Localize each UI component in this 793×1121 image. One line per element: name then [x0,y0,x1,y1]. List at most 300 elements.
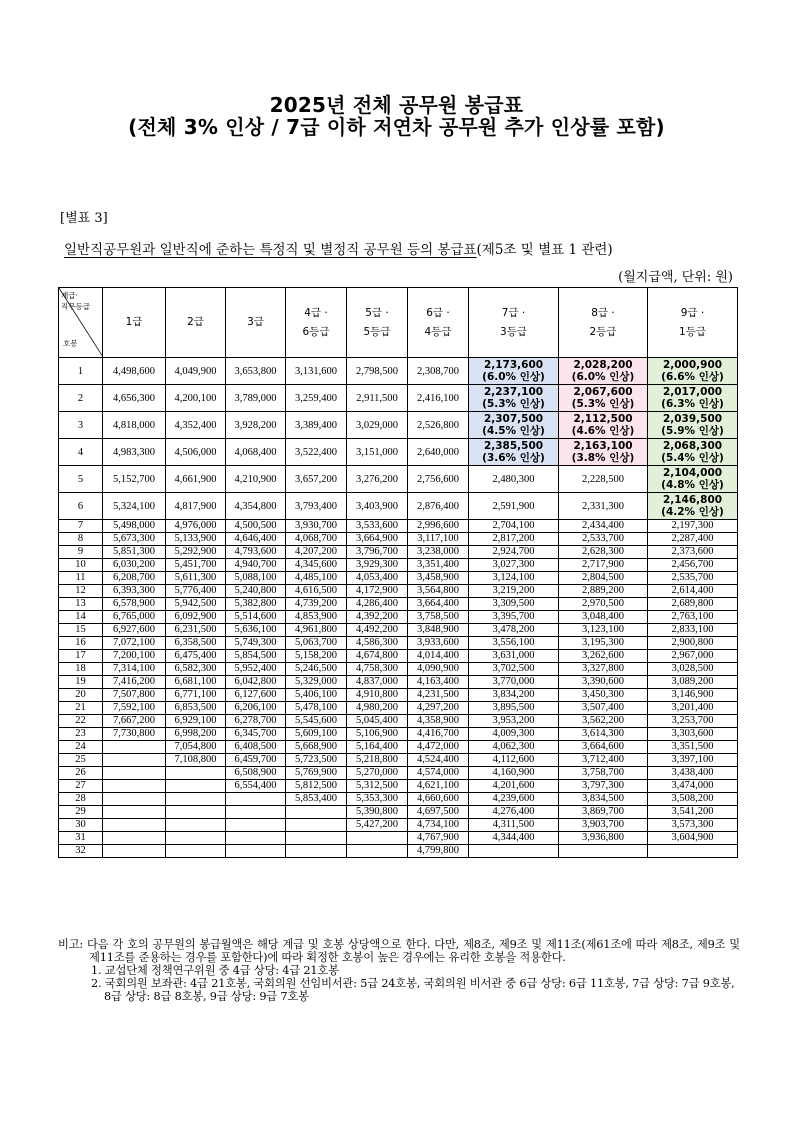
salary-cell: 3,478,200 [469,624,559,637]
salary-cell: 6,765,000 [103,611,166,624]
salary-cell: 5,636,100 [226,624,286,637]
salary-cell: 3,303,600 [648,728,738,741]
salary-cell: 5,853,400 [286,793,347,806]
salary-cell: 3,664,900 [347,533,408,546]
salary-cell: 6,358,500 [166,637,226,650]
salary-cell: 4,354,800 [226,493,286,520]
table-caption [64,238,613,258]
salary-cell: 2,533,700 [559,533,648,546]
pay-table-body [59,358,738,858]
grade-header-2 [166,288,226,358]
raise-rate-note: (6.0% 인상) [482,371,545,383]
salary-cell: 4,210,900 [226,466,286,493]
step-cell: 2 [59,385,103,412]
salary-cell [103,793,166,806]
step-cell: 6 [59,493,103,520]
salary-cell: 6,927,600 [103,624,166,637]
salary-cell: 2,704,100 [469,520,559,533]
salary-amount: 2,163,100 [573,440,633,452]
table-row [59,412,738,439]
salary-amount: 2,028,200 [573,359,633,371]
salary-cell: 5,427,200 [347,819,408,832]
salary-cell: 5,498,000 [103,520,166,533]
salary-cell: 5,609,100 [286,728,347,741]
salary-cell: 4,344,400 [469,832,559,845]
raised-salary-cell [559,358,648,385]
table-row [59,754,738,767]
salary-cell: 4,734,100 [408,819,469,832]
table-row [59,611,738,624]
salary-amount: 2,104,000 [662,467,723,479]
salary-cell: 3,903,700 [559,819,648,832]
salary-cell: 3,796,700 [347,546,408,559]
salary-cell: 2,373,600 [648,546,738,559]
salary-cell: 6,578,900 [103,598,166,611]
salary-cell: 6,030,200 [103,559,166,572]
salary-cell: 3,928,200 [226,412,286,439]
step-cell: 12 [59,585,103,598]
salary-amount: 2,146,800 [662,494,723,506]
salary-cell [103,819,166,832]
salary-cell: 4,200,100 [166,385,226,412]
salary-cell: 4,697,500 [408,806,469,819]
salary-cell: 6,853,500 [166,702,226,715]
salary-cell [166,806,226,819]
salary-cell: 3,664,600 [559,741,648,754]
grade-header-line1: 4급 · [304,306,328,319]
salary-cell: 2,924,700 [469,546,559,559]
salary-cell [286,845,347,858]
salary-cell: 2,526,800 [408,412,469,439]
salary-cell: 4,980,200 [347,702,408,715]
table-row [59,741,738,754]
salary-cell: 5,776,400 [166,585,226,598]
salary-cell: 5,673,300 [103,533,166,546]
salary-amount: 2,017,000 [662,386,723,398]
table-row [59,767,738,780]
salary-cell: 3,789,000 [226,385,286,412]
salary-cell: 2,717,900 [559,559,648,572]
table-row [59,793,738,806]
salary-cell: 3,895,500 [469,702,559,715]
table-row [59,439,738,466]
step-cell: 26 [59,767,103,780]
document-title: 2025년 전체 공무원 봉급표 [269,93,524,117]
salary-cell: 3,397,100 [648,754,738,767]
salary-cell [226,793,286,806]
salary-cell: 3,770,000 [469,676,559,689]
salary-cell: 6,127,600 [226,689,286,702]
salary-cell: 3,758,500 [408,611,469,624]
salary-cell: 4,621,100 [408,780,469,793]
raise-rate-note: (4.6% 인상) [571,425,635,437]
step-cell: 23 [59,728,103,741]
salary-cell: 3,403,900 [347,493,408,520]
salary-cell: 3,604,900 [648,832,738,845]
salary-cell: 4,201,600 [469,780,559,793]
step-cell: 32 [59,845,103,858]
step-cell: 16 [59,637,103,650]
salary-cell: 6,206,100 [226,702,286,715]
grade-header-5 [347,288,408,358]
salary-cell: 4,799,800 [408,845,469,858]
grade-header-line1: 9급 · [680,306,705,319]
salary-cell: 2,817,200 [469,533,559,546]
corner-rank-label: 직무등급 [61,302,90,311]
salary-cell: 3,758,700 [559,767,648,780]
salary-cell: 4,616,500 [286,585,347,598]
table-row [59,493,738,520]
salary-amount: 2,067,600 [573,386,633,398]
raised-salary-cell [559,385,648,412]
salary-cell: 4,817,900 [166,493,226,520]
salary-cell: 3,089,200 [648,676,738,689]
salary-cell: 5,812,500 [286,780,347,793]
document-subtitle-raise: (전체 3% 인상 / 7급 이하 저연차 공무원 추가 인상률 포함) [128,115,665,139]
salary-cell: 4,646,400 [226,533,286,546]
salary-cell: 5,942,500 [166,598,226,611]
raise-rate-note: (5.4% 인상) [661,452,724,464]
table-row [59,520,738,533]
salary-cell: 4,472,000 [408,741,469,754]
salary-amount: 2,385,500 [483,440,544,452]
salary-cell: 2,197,300 [648,520,738,533]
salary-cell: 3,458,900 [408,572,469,585]
salary-cell: 4,793,600 [226,546,286,559]
raise-rate-note: (4.8% 인상) [661,479,724,491]
step-cell: 27 [59,780,103,793]
step-cell: 7 [59,520,103,533]
salary-cell: 4,498,600 [103,358,166,385]
table-row [59,702,738,715]
grade-header-line2: 2등급 [589,325,617,338]
salary-cell: 2,911,500 [347,385,408,412]
salary-cell: 6,771,100 [166,689,226,702]
salary-cell: 2,833,100 [648,624,738,637]
salary-cell [103,741,166,754]
salary-cell: 5,164,400 [347,741,408,754]
grade-header-line1: 8급 · [591,306,615,319]
grade-header-8 [559,288,648,358]
salary-cell: 2,287,400 [648,533,738,546]
step-cell: 30 [59,819,103,832]
salary-cell [469,845,559,858]
salary-cell: 3,395,700 [469,611,559,624]
table-row [59,637,738,650]
salary-cell: 6,408,500 [226,741,286,754]
salary-cell: 3,933,600 [408,637,469,650]
pay-table [58,287,738,858]
salary-cell: 6,208,700 [103,572,166,585]
salary-cell: 2,591,900 [469,493,559,520]
salary-amount: 2,068,300 [662,440,723,452]
salary-cell [166,819,226,832]
salary-cell [166,845,226,858]
salary-cell [347,845,408,858]
salary-cell: 3,936,800 [559,832,648,845]
raise-rate-note: (3.8% 인상) [571,452,635,464]
grade-header-line1: 5급 · [365,306,389,319]
table-row [59,780,738,793]
salary-cell: 5,088,100 [226,572,286,585]
salary-cell: 3,793,400 [286,493,347,520]
step-cell: 29 [59,806,103,819]
salary-cell: 4,506,000 [166,439,226,466]
raised-salary-cell [559,412,648,439]
raised-salary-cell [648,412,738,439]
salary-cell: 4,910,800 [347,689,408,702]
salary-cell: 5,270,000 [347,767,408,780]
salary-cell: 3,219,200 [469,585,559,598]
salary-cell: 4,961,800 [286,624,347,637]
salary-cell: 3,929,300 [347,559,408,572]
table-row [59,585,738,598]
salary-cell: 2,876,400 [408,493,469,520]
salary-cell [103,767,166,780]
salary-cell: 4,163,400 [408,676,469,689]
salary-cell: 3,262,600 [559,650,648,663]
salary-cell: 4,767,900 [408,832,469,845]
salary-cell [166,793,226,806]
table-row [59,559,738,572]
salary-cell [103,754,166,767]
salary-cell: 3,848,900 [408,624,469,637]
salary-cell [103,806,166,819]
raise-rate-note: (5.9% 인상) [661,425,724,437]
salary-cell: 2,456,700 [648,559,738,572]
salary-cell: 4,049,900 [166,358,226,385]
grade-header-line2: 5등급 [363,325,391,338]
salary-cell: 3,664,400 [408,598,469,611]
salary-cell: 3,797,300 [559,780,648,793]
step-cell: 20 [59,689,103,702]
salary-cell: 4,239,600 [469,793,559,806]
salary-cell: 4,853,900 [286,611,347,624]
raise-rate-note: (6.0% 인상) [571,371,635,383]
salary-cell [166,780,226,793]
salary-cell: 3,238,000 [408,546,469,559]
salary-cell: 3,930,700 [286,520,347,533]
salary-cell: 4,574,000 [408,767,469,780]
salary-cell: 3,508,200 [648,793,738,806]
raised-salary-cell [648,439,738,466]
salary-cell: 2,689,800 [648,598,738,611]
salary-cell: 3,507,400 [559,702,648,715]
raise-rate-note: (6.6% 인상) [661,371,724,383]
table-caption-reference: (제5조 및 별표 1 관련) [476,242,613,258]
salary-cell: 4,661,900 [166,466,226,493]
table-row [59,358,738,385]
salary-cell: 4,014,400 [408,650,469,663]
raised-salary-cell [469,358,559,385]
raise-rate-note: (4.5% 인상) [482,425,545,437]
salary-cell: 5,312,500 [347,780,408,793]
salary-cell: 3,653,800 [226,358,286,385]
salary-cell: 7,054,800 [166,741,226,754]
salary-cell: 6,459,700 [226,754,286,767]
step-cell: 14 [59,611,103,624]
salary-amount: 2,237,100 [483,386,544,398]
salary-cell: 3,702,500 [469,663,559,676]
salary-cell: 3,834,500 [559,793,648,806]
salary-cell: 5,353,300 [347,793,408,806]
table-row [59,728,738,741]
salary-cell [226,819,286,832]
salary-cell: 6,998,200 [166,728,226,741]
salary-cell [103,780,166,793]
salary-cell: 3,438,400 [648,767,738,780]
grade-header-line1: 7급 · [501,306,526,319]
remarks-item-2: 2. 국회의원 보좌관: 4급 21호봉, 국회의원 선임비서관: 5급 24호봉, 국회의원 비서관 중 6급 상당: 6급 11호봉, 7급 상당: 7급 9호봉, 8급 상당: 8급 8호봉, 9급 상당: 9급 7호봉 [91,977,735,1003]
grade-header-1 [103,288,166,358]
salary-cell: 3,351,400 [408,559,469,572]
table-row [59,546,738,559]
salary-cell: 4,297,200 [408,702,469,715]
salary-cell: 3,450,300 [559,689,648,702]
salary-cell: 5,324,100 [103,493,166,520]
salary-cell: 6,475,400 [166,650,226,663]
salary-cell: 3,953,200 [469,715,559,728]
step-cell: 4 [59,439,103,466]
salary-cell: 6,681,100 [166,676,226,689]
step-cell: 21 [59,702,103,715]
salary-cell: 4,068,700 [286,533,347,546]
salary-cell: 5,668,900 [286,741,347,754]
salary-cell: 2,628,300 [559,546,648,559]
salary-cell: 5,329,000 [286,676,347,689]
table-row [59,650,738,663]
salary-cell: 6,231,500 [166,624,226,637]
step-cell: 18 [59,663,103,676]
salary-cell: 6,278,700 [226,715,286,728]
salary-cell: 7,730,800 [103,728,166,741]
table-row [59,624,738,637]
raised-salary-cell [648,385,738,412]
salary-cell: 6,508,900 [226,767,286,780]
salary-cell: 3,124,100 [469,572,559,585]
salary-cell: 2,614,400 [648,585,738,598]
step-cell: 13 [59,598,103,611]
step-cell: 25 [59,754,103,767]
salary-cell: 7,667,200 [103,715,166,728]
salary-cell: 4,500,500 [226,520,286,533]
salary-cell: 3,146,900 [648,689,738,702]
salary-cell: 3,029,000 [347,412,408,439]
grade-header-9 [648,288,738,358]
salary-cell [166,767,226,780]
raised-salary-cell [648,466,738,493]
salary-cell [286,806,347,819]
raised-salary-cell [559,439,648,466]
grade-header-7 [469,288,559,358]
salary-cell: 5,611,300 [166,572,226,585]
salary-cell: 5,514,600 [226,611,286,624]
table-row [59,715,738,728]
salary-cell: 5,749,300 [226,637,286,650]
raise-rate-note: (4.2% 인상) [661,506,724,518]
salary-cell: 6,929,100 [166,715,226,728]
salary-cell: 7,416,200 [103,676,166,689]
unit-label: (월지급액, 단위: 원) [618,270,733,285]
salary-cell: 4,358,900 [408,715,469,728]
salary-cell: 3,657,200 [286,466,347,493]
salary-cell: 7,314,100 [103,663,166,676]
salary-cell: 4,352,400 [166,412,226,439]
salary-cell: 5,045,400 [347,715,408,728]
grade-header-line1: 3급 [247,316,264,328]
raise-rate-note: (5.3% 인상) [482,398,545,410]
salary-cell: 3,573,300 [648,819,738,832]
salary-cell: 2,763,100 [648,611,738,624]
salary-cell: 5,952,400 [226,663,286,676]
salary-amount: 2,112,500 [573,413,633,425]
salary-cell: 3,834,200 [469,689,559,702]
salary-cell: 2,331,300 [559,493,648,520]
salary-cell: 4,660,600 [408,793,469,806]
salary-cell: 5,382,800 [226,598,286,611]
salary-cell [286,832,347,845]
step-cell: 28 [59,793,103,806]
salary-cell: 4,311,500 [469,819,559,832]
salary-cell: 5,292,900 [166,546,226,559]
salary-cell: 4,090,900 [408,663,469,676]
raised-salary-cell [469,412,559,439]
table-row [59,845,738,858]
table-caption-main: 일반직공무원과 일반직에 준하는 특정직 및 별정직 공무원 등의 봉급표 [64,242,477,258]
step-cell: 22 [59,715,103,728]
salary-cell: 5,851,300 [103,546,166,559]
salary-cell: 2,308,700 [408,358,469,385]
salary-amount: 2,000,900 [662,359,723,371]
step-cell: 5 [59,466,103,493]
table-header-row [59,288,738,358]
corner-label-top [61,290,90,312]
salary-cell: 3,541,200 [648,806,738,819]
salary-cell: 3,048,400 [559,611,648,624]
salary-cell [226,832,286,845]
step-cell: 1 [59,358,103,385]
salary-amount: 2,039,500 [662,413,723,425]
grade-header-line2: 3등급 [500,325,527,338]
table-row [59,663,738,676]
annex-label: [별표 3] [60,211,108,226]
salary-cell: 4,837,000 [347,676,408,689]
salary-cell: 5,723,500 [286,754,347,767]
salary-cell: 2,756,600 [408,466,469,493]
step-cell: 24 [59,741,103,754]
raise-rate-note: (3.6% 인상) [482,452,545,464]
grade-header-line2: 6등급 [302,325,330,338]
salary-cell: 6,582,300 [166,663,226,676]
salary-cell: 3,614,300 [559,728,648,741]
salary-cell: 2,900,800 [648,637,738,650]
corner-grade-label: 계급· [61,291,78,300]
salary-cell [226,845,286,858]
salary-cell: 2,804,500 [559,572,648,585]
salary-cell: 4,231,500 [408,689,469,702]
salary-cell: 2,416,100 [408,385,469,412]
table-row [59,819,738,832]
salary-cell: 3,474,000 [648,780,738,793]
salary-cell: 4,586,300 [347,637,408,650]
raised-salary-cell [648,493,738,520]
grade-header-4 [286,288,347,358]
salary-cell: 2,889,200 [559,585,648,598]
salary-cell: 5,133,900 [166,533,226,546]
table-row [59,466,738,493]
salary-cell: 2,535,700 [648,572,738,585]
remarks [58,938,740,1003]
